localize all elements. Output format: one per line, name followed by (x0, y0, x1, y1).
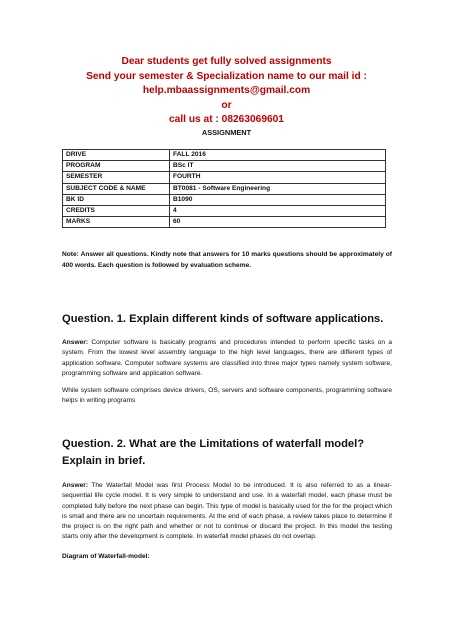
table-row (63, 172, 386, 183)
table-value: 60 (170, 217, 386, 228)
table-value: FALL 2016 (170, 150, 386, 161)
table-key: DRIVE (63, 150, 170, 161)
table-key: CREDITS (63, 206, 170, 217)
assignment-title: ASSIGNMENT (201, 128, 252, 137)
promo-email: help.mbaassignments@gmail.com (142, 85, 311, 97)
promo-line-2: Send your semester & Specialization name to our mail id : (86, 70, 367, 82)
promo-phone: call us at : 08263069601 (169, 114, 284, 126)
answer-label: Answer: (62, 339, 89, 346)
question-1-heading: Question. 1. Explain different kinds of software applications. (62, 313, 384, 325)
answer-text: Computer software is basically programs and procedures intended to perform specific tasks on a system. From the lowest level assembly language to the high level languages, there are different types of application software. Computer software systems are classified into three major types namely system software, programming software and application software. (62, 339, 392, 377)
instructions-note: Note: Answer all questions. Kindly note that answers for 10 marks questions should be approximately of 400 words. Each question is followed by evaluation scheme. (62, 251, 392, 269)
table-key: MARKS (63, 217, 170, 228)
question-2-heading: Question. 2. What are the Limitations of waterfall model? Explain in brief. (62, 438, 365, 467)
answer-text: The Waterfall Model was first Process Model to be introduced. It is also referred to as a linear-sequential life cycle model. It is very simple to understand and use. In a waterfall model, each phase must be completed fully before the next phase can begin. This type of model is basically used for the for the project which is small and there are no uncertain requirements. At the end of each phase, a review takes place to determine if the project is on the right path and whether or not to continue or discard the project. In this model the testing starts only after the development is complete. In waterfall model phases do not overlap. (62, 482, 392, 541)
table-row (63, 183, 386, 194)
table-key: PROGRAM (63, 161, 170, 172)
table-key: SUBJECT CODE & NAME (63, 183, 170, 194)
table-row (63, 217, 386, 228)
table-row (63, 150, 386, 161)
table-key: SEMESTER (63, 172, 170, 183)
table-value: FOURTH (170, 172, 386, 183)
diagram-label: Diagram of Waterfall-model: (62, 553, 150, 560)
table-value: BT0081 - Software Engineering (170, 183, 386, 194)
table-value: B1090 (170, 194, 386, 205)
promo-block (0, 55, 453, 128)
promo-or: or (221, 99, 232, 111)
question-1-answer (62, 338, 392, 379)
assignment-info-table (62, 149, 386, 228)
table-row (63, 206, 386, 217)
table-row (63, 194, 386, 205)
table-row (63, 161, 386, 172)
table-value: BSc IT (170, 161, 386, 172)
promo-line-1: Dear students get fully solved assignments (121, 56, 332, 67)
question-2-answer (62, 481, 392, 543)
answer-label: Answer: (62, 482, 89, 489)
table-value: 4 (170, 206, 386, 217)
table-key: BK ID (63, 194, 170, 205)
question-1-paragraph-2: While system software comprises device drivers, OS, servers and software components, programming software helps in writing programs (62, 387, 392, 405)
